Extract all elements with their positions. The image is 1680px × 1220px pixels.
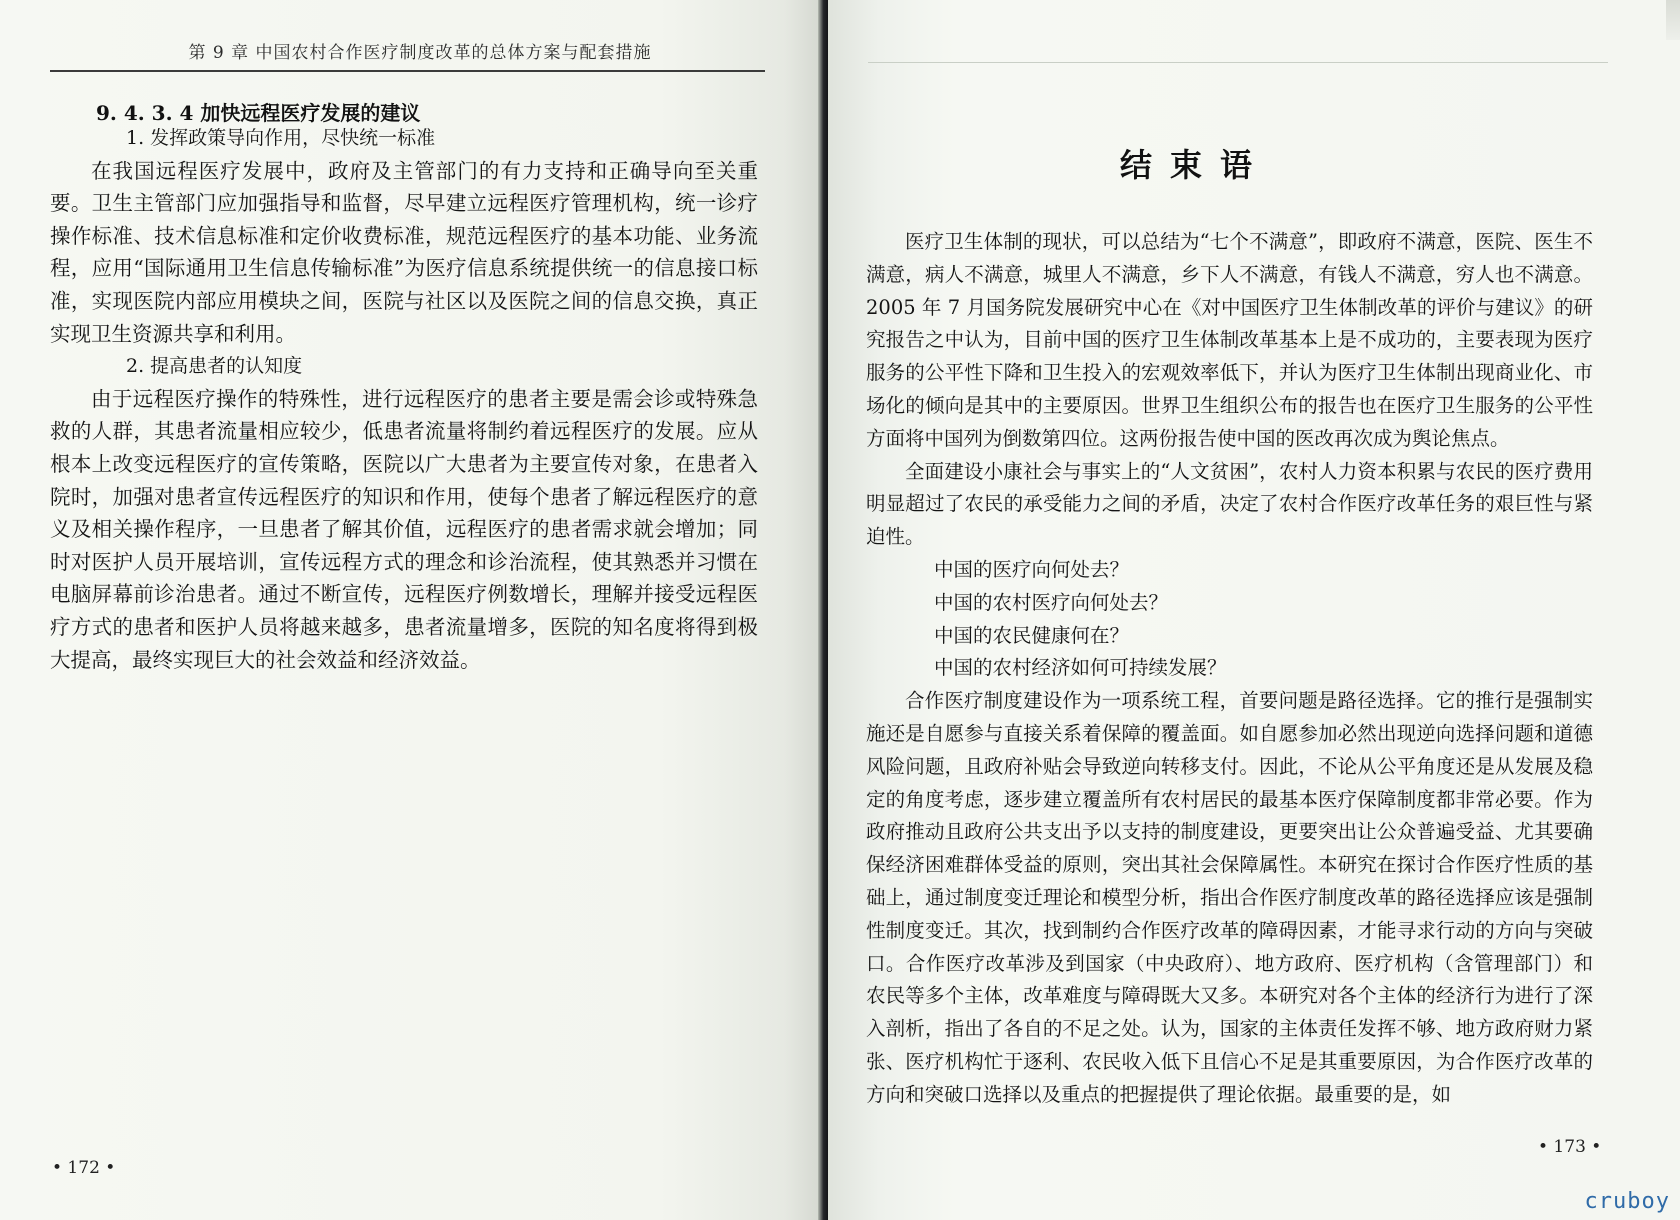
page-number-right: • 173 • (1538, 1137, 1602, 1157)
paragraph: 医疗卫生体制的现状，可以总结为“七个不满意”，即政府不满意，医院、医生不满意，病人不满意，城里人不满意，乡下人不满意，有钱人不满意，穷人也不满意。2005 年 7 月国务院发展研究中心在《对中国医疗卫生体制改革的评价与建议》的研究报告之中认为，目前中国的医疗卫生体制改革基本上是不成功的，主要表现为医疗服务的公平性下降和卫生投入的宏观效率低下，并认为医疗卫生体制出现商业化、市场化的倾向是其中的主要原因。世界卫生组织公布的报告也在医疗卫生服务的公平性方面将中国列为倒数第四位。这两份报告使中国的医改再次成为舆论焦点。 (866, 230, 1593, 450)
question-line: 中国的农村医疗向何处去？ (934, 590, 1169, 614)
subsection-heading-1: 1. 发挥政策导向作用，尽快统一标准 (126, 127, 436, 149)
paragraph: 由于远程医疗操作的特殊性，进行远程医疗的患者主要是需会诊或特殊急救的人群，其患者流量相应较少，低患者流量将制约着远程医疗的发展。应从根本上改变远程医疗的宣传策略，医院以广大患者为主要宣传对象，在患者入院时，加强对患者宣传远程医疗的知识和作用，使每个患者了解远程医疗的意义及相关操作程序，一旦患者了解其价值，远程医疗的患者需求就会增加；同时对医护人员开展培训，宣传远程方式的理念和诊治流程，使其熟悉并习惯在电脑屏幕前诊治患者。通过不断宣传，远程医疗例数增长，理解并接受远程医疗方式的患者和医护人员将越来越多，患者流量增多，医院的知名度将得到极大提高，最终实现巨大的社会效益和经济效益。 (50, 386, 758, 672)
watermark-logo: cruboy (1584, 1189, 1670, 1214)
left-page (0, 0, 825, 1220)
header-rule (50, 70, 765, 72)
bleed-through-rule (868, 62, 1608, 63)
section-heading: 9. 4. 3. 4 加快远程医疗发展的建议 (96, 101, 421, 125)
question-line: 中国的农民健康何在？ (934, 623, 1130, 647)
left-body-text (50, 122, 758, 676)
chapter-title: 结束语 (1120, 146, 1271, 184)
page-edge (1666, 0, 1680, 40)
paragraph: 全面建设小康社会与事实上的“人文贫困”，农村人力资本积累与农民的医疗费用明显超过了农民的承受能力之间的矛盾，决定了农村合作医疗改革任务的艰巨性与紧迫性。 (866, 459, 1593, 549)
running-head: 第 9 章 中国农村合作医疗制度改革的总体方案与配套措施 (188, 43, 652, 63)
paragraph: 在我国远程医疗发展中，政府及主管部门的有力支持和正确导向至关重要。卫生主管部门应加强指导和监督，尽早建立远程医疗管理机构，统一诊疗操作标准、技术信息标准和定价收费标准，规范远程医疗的基本功能、业务流程，应用“国际通用卫生信息传输标准”为医疗信息系统提供统一的信息接口标准，实现医院内部应用模块之间，医院与社区以及医院之间的信息交换，真正实现卫生资源共享和利用。 (50, 158, 758, 346)
paragraph: 合作医疗制度建设作为一项系统工程，首要问题是路径选择。它的推行是强制实施还是自愿参与直接关系着保障的覆盖面。如自愿参加必然出现逆向选择问题和道德风险问题，且政府补贴会导致逆向转移支付。因此，不论从公平角度还是从发展及稳定的角度考虑，逐步建立覆盖所有农村居民的最基本医疗保障制度都非常必要。作为政府推动且政府公共支出予以支持的制度建设，更要突出让公众普遍受益、尤其要确保经济困难群体受益的原则，突出其社会保障属性。本研究在探讨合作医疗性质的基础上，通过制度变迁理论和模型分析，指出合作医疗制度改革的路径选择应该是强制性制度变迁。其次，找到制约合作医疗改革的障碍因素，才能寻求行动的方向与突破口。合作医疗改革涉及到国家（中央政府）、地方政府、医疗机构（含管理部门）和农民等多个主体，改革难度与障碍既大又多。本研究对各个主体的经济行为进行了深入剖析，指出了各自的不足之处。认为，国家的主体责任发挥不够、地方政府财力紧张、医疗机构忙于逐利、农民收入低下且信心不足是其重要原因，为合作医疗改革的方向和突破口选择以及重点的把握提供了理论依据。最重要的是，如 (866, 689, 1593, 1106)
subsection-heading-2: 2. 提高患者的认知度 (126, 355, 303, 378)
right-body-text (866, 226, 1593, 1112)
question-line: 中国的农村经济如何可持续发展？ (934, 656, 1227, 680)
page-number-left: • 172 • (52, 1158, 116, 1178)
question-line: 中国的医疗向何处去？ (934, 557, 1130, 581)
